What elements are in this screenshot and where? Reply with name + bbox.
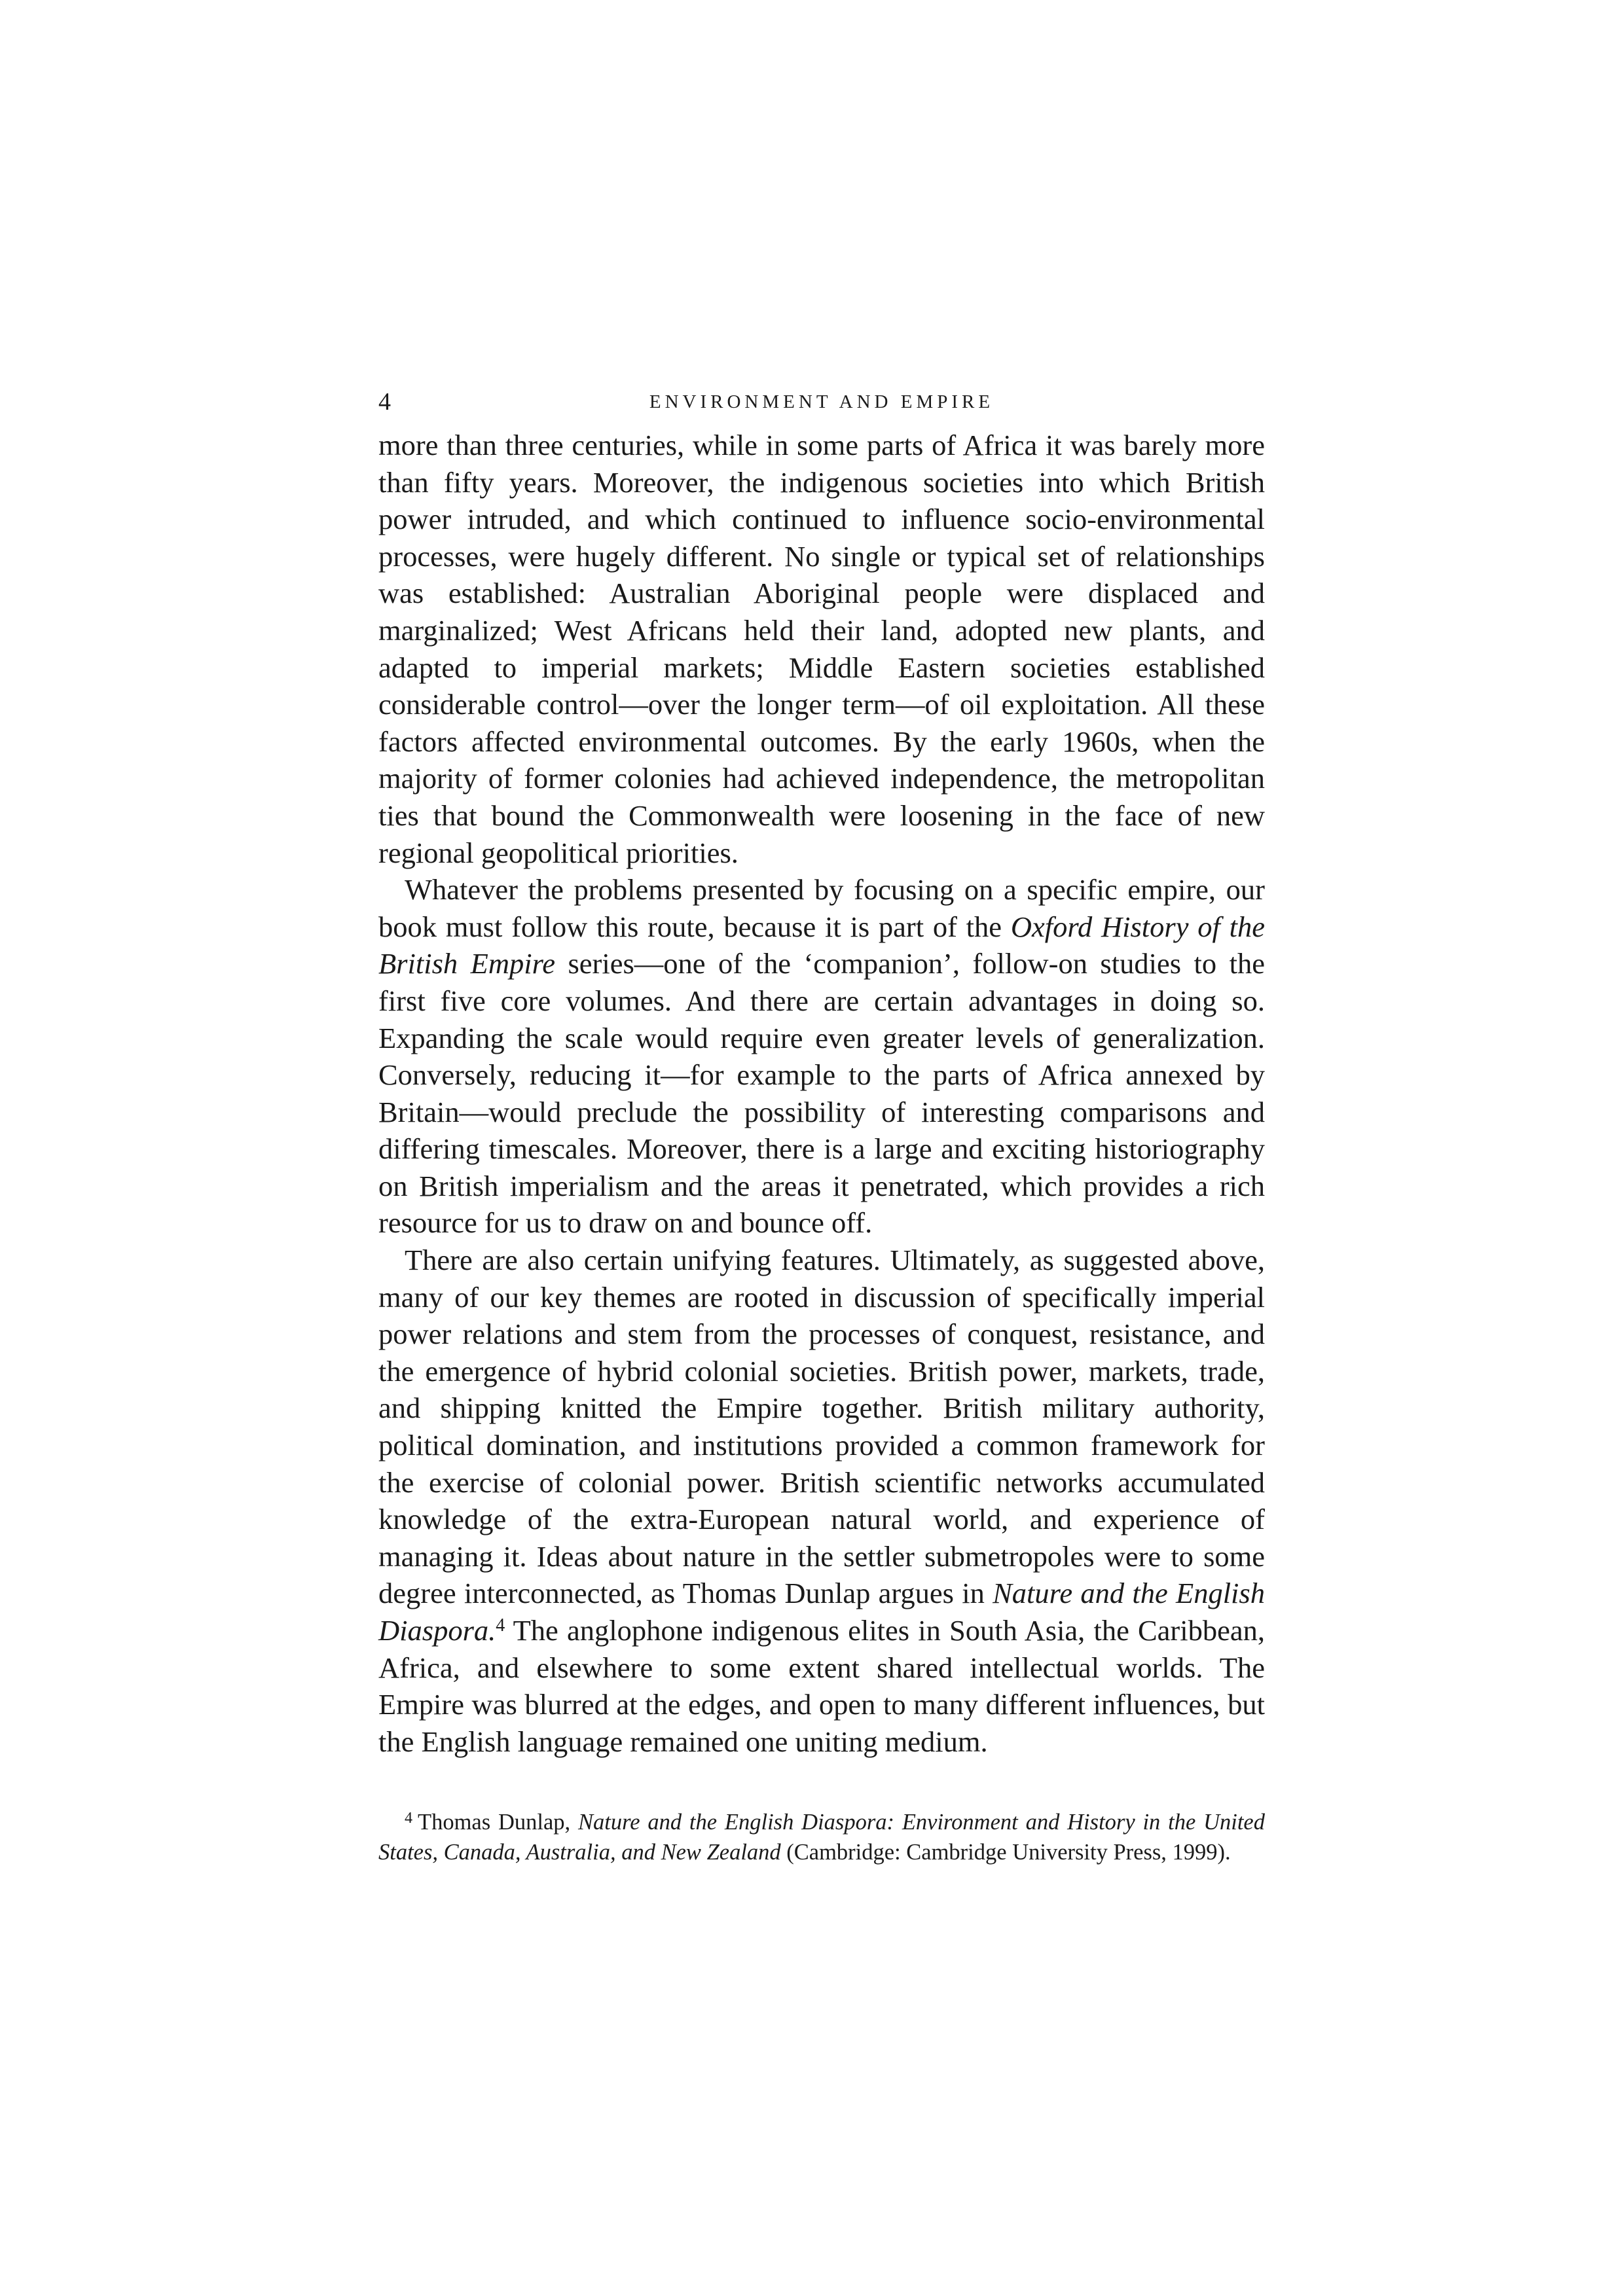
paragraph-3-text-a: There are also certain unifying features. Ultimately, as suggested above, many of our key themes are rooted in discussion of specifically imperial power relations and stem from the processes of conquest, resistance, and the emergence of hybrid colonial societies. British power, markets, trade, and shipping knitted the Empire together. British military authority, political domination, and institutions provided a common framework for the exercise of colonial power. British scientific networks accumulated knowledge of the extra-European natural world, and experience of managing it. Ideas about nature in the settler submetropoles were to some degree interconnected, as Thomas Dunlap argues in — [378, 1244, 1265, 1610]
page-number: 4 — [378, 388, 391, 416]
footnotes — [378, 1807, 1265, 1867]
footnote-publication: (Cambridge: Cambridge University Press, 1999). — [780, 1840, 1231, 1865]
paragraph-3 — [378, 1242, 1265, 1760]
paragraph-2-text-a: Whatever the problems presented by focusing on a specific empire, our book must follow this route, because it is part of the — [378, 873, 1265, 943]
footnote-number: 4 — [405, 1810, 412, 1827]
footnote-title: Nature and the English Diaspora: Environment and History in the United States, Canada, Australia, and New Zealand — [378, 1810, 1265, 1865]
footnote-reference-4[interactable]: 4 — [496, 1615, 505, 1636]
paragraph-3-text-b: The anglophone indigenous elites in South Asia, the Caribbean, Africa, and elsewhere to some extent shared intellectual worlds. The Empire was blurred at the edges, and open to many different influences, but the English language remained one uniting medium. — [378, 1614, 1265, 1758]
book-page — [378, 386, 1265, 1867]
paragraph-2 — [378, 871, 1265, 1242]
running-head — [378, 386, 1265, 418]
paragraph-3-period: . — [488, 1614, 496, 1647]
paragraph-2-italic-title: Oxford History of the British Empire — [378, 910, 1265, 980]
body-text — [378, 427, 1265, 1760]
paragraph-1-text: more than three centuries, while in some parts of Africa it was barely more than fifty years. Moreover, the indigenous societies into which British power intruded, and which continued to influence socio-environmental processes, were hugely different. No single or typical set of relationships was established: Australian Aboriginal people were displaced and marginalized; West Africans held their land, adopted new plants, and adapted to imperial markets; Middle Eastern societies established considerable control—over the longer term—of oil exploitation. All these factors affected environmental outcomes. By the early 1960s, when the majority of former colonies had achieved independence, the metropolitan ties that bound the Commonwealth were loosening in the face of new regional geopolitical priorities. — [378, 429, 1265, 869]
footnote-4 — [378, 1807, 1265, 1867]
running-title: ENVIRONMENT AND EMPIRE — [649, 391, 994, 412]
paragraph-1 — [378, 427, 1265, 871]
paragraph-2-text-b: series—one of the ‘companion’, follow-on studies to the first five core volumes. And there are certain advantages in doing so. Expanding the scale would require even greater levels of generalization. Conversely, reducing it—for example to the parts of Africa annexed by Britain—would preclude the possibility of interesting comparisons and differing timescales. Moreover, there is a large and exciting historiography on British imperialism and the areas it penetrated, which provides a rich resource for us to draw on and bounce off. — [378, 947, 1265, 1240]
paragraph-3-italic-title: Nature and the English Diaspora — [378, 1577, 1265, 1647]
footnote-author: Thomas Dunlap, — [418, 1810, 578, 1835]
